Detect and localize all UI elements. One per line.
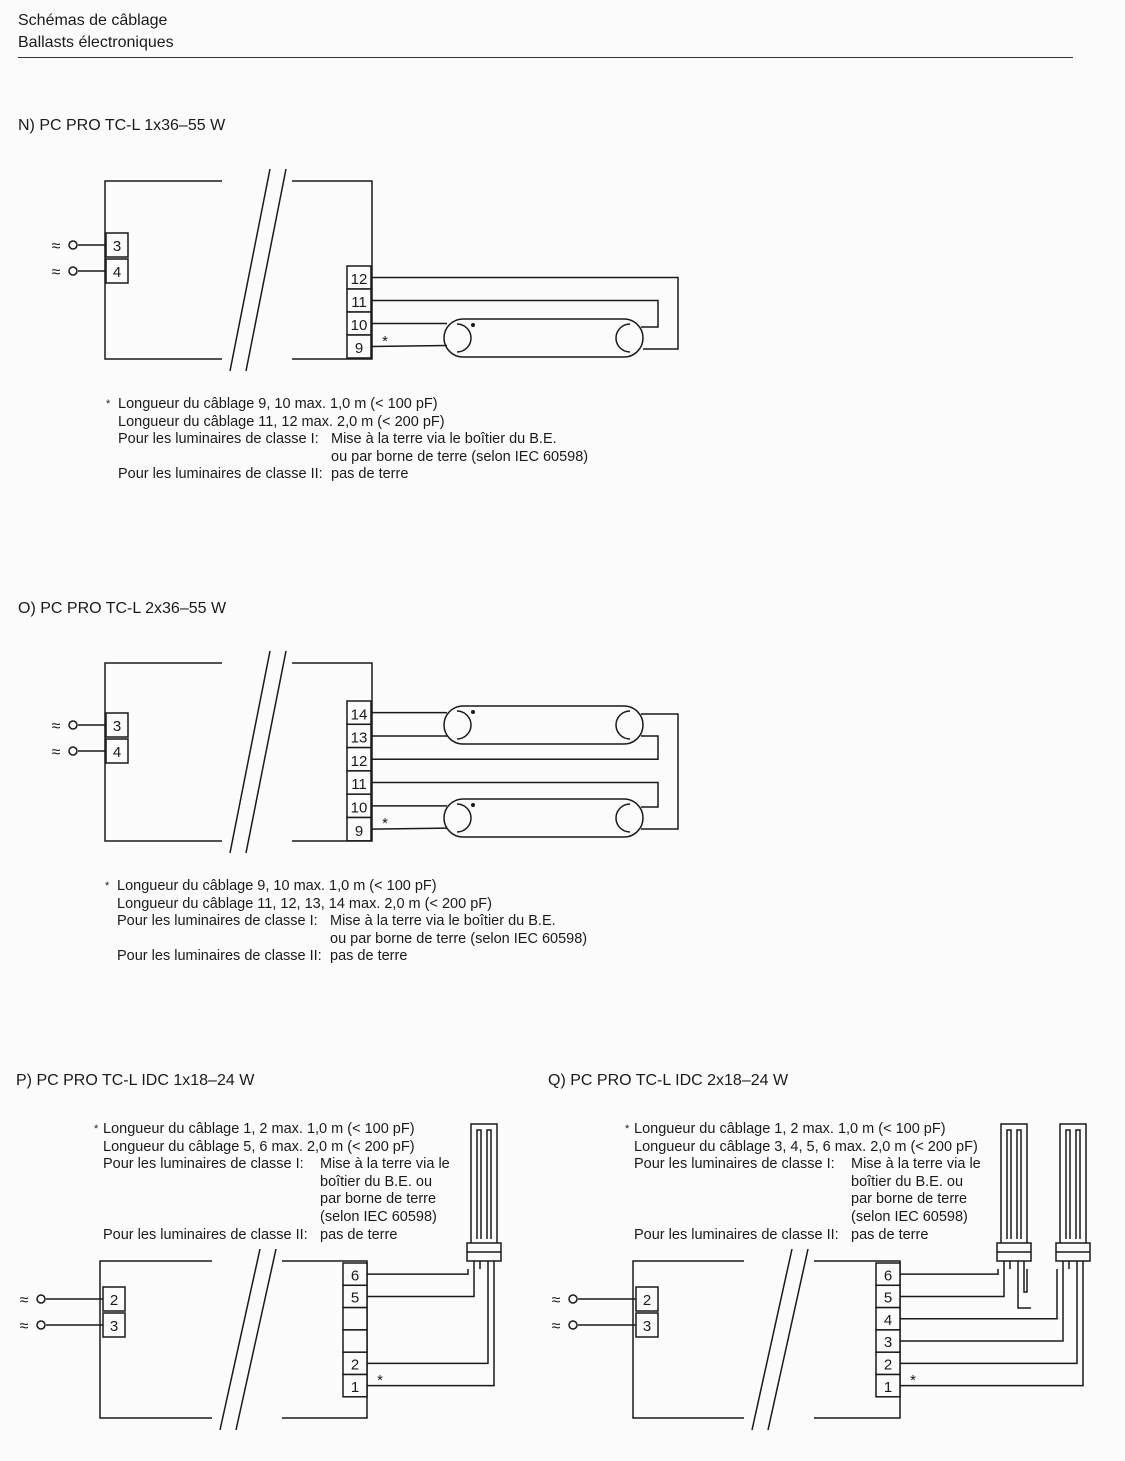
ac-supply-icon: ≈ (51, 238, 61, 255)
note-class1-value: ou par borne de terre (selon IEC 60598) (330, 930, 588, 947)
polarity-dot (471, 803, 475, 807)
lamp-inner (1076, 1130, 1080, 1239)
input-terminal-label: 4 (112, 264, 122, 281)
header-title: Schémas de câblage (18, 12, 168, 29)
note-class1-value: boîtier du B.E. ou (851, 1173, 964, 1190)
diagram-n (52, 169, 678, 371)
section-q-title: Q) PC PRO TC-L IDC 2x18–24 W (548, 1072, 789, 1089)
note-class2-label: Pour les luminaires de classe II: (118, 466, 323, 483)
note-class1-value: boîtier du B.E. ou (320, 1173, 433, 1190)
note-line: Longueur du câblage 3, 4, 5, 6 max. 2,0 m (< 200 pF) (634, 1138, 978, 1155)
section-p-title: P) PC PRO TC-L IDC 1x18–24 W (16, 1072, 255, 1089)
box-break-mask (222, 662, 292, 842)
output-terminal-label: 11 (351, 776, 367, 794)
input-connector-icon (69, 241, 77, 249)
note-class1-label: Pour les luminaires de classe I: (634, 1156, 835, 1173)
note-asterisk: * (106, 398, 111, 410)
output-terminal-label: 10 (350, 317, 368, 334)
input-terminal-label: 3 (112, 238, 122, 255)
note-class1-value: par borne de terre (320, 1191, 437, 1208)
output-terminal (343, 1308, 367, 1330)
note-line: Longueur du câblage 1, 2 max. 1,0 m (< 100 pF) (103, 1121, 415, 1137)
diagram-o (52, 651, 678, 853)
output-terminal-label: 14 (350, 706, 368, 724)
input-connector-icon (69, 747, 77, 755)
note-class1-label: Pour les luminaires de classe I: (103, 1156, 304, 1173)
note-class2-value: pas de terre (330, 948, 408, 965)
note-class2-value: pas de terre (320, 1226, 398, 1243)
input-connector-icon (37, 1321, 45, 1329)
ac-supply-icon: ≈ (551, 1318, 561, 1335)
ac-supply-icon: ≈ (19, 1318, 29, 1335)
lamp-inner (1007, 1130, 1011, 1239)
note-class1-value: ou par borne de terre (selon IEC 60598) (331, 448, 589, 465)
input-terminal-label: 4 (112, 744, 122, 761)
ac-supply-icon: ≈ (51, 264, 61, 281)
output-terminal-label: 10 (350, 799, 368, 817)
output-terminal-label: 1 (350, 1378, 360, 1396)
wire (900, 1269, 998, 1274)
box-break-mask (222, 180, 292, 360)
lamp-tube-outline (1060, 1124, 1086, 1243)
marker-asterisk: * (382, 815, 388, 832)
note-line: Longueur du câblage 5, 6 max. 2,0 m (< 200 pF) (103, 1138, 415, 1155)
input-connector-icon (69, 267, 77, 275)
polarity-dot (471, 710, 475, 714)
ac-supply-icon: ≈ (551, 1292, 561, 1309)
lamp-inner (477, 1130, 481, 1239)
lamp-inner (487, 1130, 491, 1239)
lamp-inner (1017, 1130, 1021, 1239)
note-class1-label: Pour les luminaires de classe I: (118, 431, 319, 448)
note-asterisk: * (625, 1123, 630, 1135)
output-terminal-label: 4 (883, 1311, 893, 1329)
header-subtitle: Ballasts électroniques (18, 34, 174, 51)
output-terminal-label: 5 (350, 1289, 360, 1307)
output-terminal-label: 6 (350, 1267, 360, 1285)
wire (900, 1269, 1057, 1319)
diagram-p (20, 1124, 501, 1430)
note-line: Longueur du câblage 9, 10 max. 1,0 m (< 100 pF) (117, 878, 437, 894)
input-terminal-label: 2 (642, 1292, 652, 1309)
wire (367, 1269, 474, 1296)
note-class2-label: Pour les luminaires de classe II: (634, 1226, 839, 1243)
note-asterisk: * (94, 1123, 99, 1135)
output-terminal-label: 12 (350, 271, 368, 288)
note-line: Longueur du câblage 9, 10 max. 1,0 m (< 100 pF) (118, 396, 438, 412)
note-class2-value: pas de terre (331, 466, 409, 483)
lamp-tube-outline (1001, 1124, 1027, 1243)
wire (641, 714, 678, 829)
input-connector-icon (569, 1295, 577, 1303)
lamp-tube-outline (471, 1124, 497, 1243)
polarity-dot (471, 323, 475, 327)
note-class1-value: Mise à la terre via le (851, 1156, 981, 1173)
note-asterisk: * (105, 880, 110, 892)
marker-asterisk: * (910, 1372, 916, 1389)
input-terminal-label: 3 (112, 718, 122, 735)
output-terminal-label: 9 (354, 822, 364, 840)
output-terminal-label: 9 (354, 340, 364, 357)
output-terminal-label: 12 (350, 752, 368, 770)
output-terminal-label: 3 (883, 1334, 893, 1352)
input-connector-icon (569, 1321, 577, 1329)
ac-supply-icon: ≈ (51, 744, 61, 761)
wire (367, 1269, 468, 1274)
wire (367, 1269, 488, 1363)
note-line: Longueur du câblage 11, 12 max. 2,0 m (< 200 pF) (118, 413, 445, 430)
wire (900, 1269, 1063, 1341)
diagram-q (552, 1124, 1090, 1430)
lamp-inner (1066, 1130, 1070, 1239)
input-connector-icon (69, 721, 77, 729)
note-line: Longueur du câblage 1, 2 max. 1,0 m (< 100 pF) (634, 1121, 946, 1137)
note-class1-value: (selon IEC 60598) (851, 1208, 968, 1225)
wire (900, 1269, 1083, 1386)
wire (1024, 1269, 1027, 1292)
section-n-title: N) PC PRO TC-L 1x36–55 W (18, 117, 226, 134)
output-terminal-label: 13 (350, 729, 368, 747)
note-line: Longueur du câblage 11, 12, 13, 14 max. 2,0 m (< 200 pF) (117, 895, 492, 912)
output-terminal (343, 1330, 367, 1352)
note-class1-label: Pour les luminaires de classe I: (117, 913, 318, 930)
ac-supply-icon: ≈ (51, 718, 61, 735)
output-terminal-label: 2 (350, 1356, 360, 1374)
input-connector-icon (37, 1295, 45, 1303)
section-o-title: O) PC PRO TC-L 2x36–55 W (18, 600, 227, 617)
input-terminal-label: 3 (109, 1318, 119, 1335)
wire (900, 1269, 1077, 1363)
note-class1-value: Mise à la terre via le boîtier du B.E. (330, 913, 556, 930)
marker-asterisk: * (382, 333, 388, 350)
box-break-mask (212, 1260, 282, 1419)
note-class2-value: pas de terre (851, 1226, 929, 1243)
input-terminal-label: 2 (109, 1292, 119, 1309)
box-break-mask (744, 1260, 814, 1419)
note-class1-value: Mise à la terre via le boîtier du B.E. (331, 431, 557, 448)
output-terminal-label: 11 (351, 294, 367, 311)
output-terminal-label: 5 (883, 1289, 893, 1307)
ac-supply-icon: ≈ (19, 1292, 29, 1309)
note-class2-label: Pour les luminaires de classe II: (117, 948, 322, 965)
output-terminal-label: 6 (883, 1267, 893, 1285)
input-terminal-label: 3 (642, 1318, 652, 1335)
note-class2-label: Pour les luminaires de classe II: (103, 1226, 308, 1243)
note-class1-value: par borne de terre (851, 1191, 968, 1208)
wire (367, 1269, 494, 1386)
wire (900, 1269, 1004, 1296)
output-terminal-label: 1 (883, 1378, 893, 1396)
output-terminal-label: 2 (883, 1356, 893, 1374)
note-class1-value: (selon IEC 60598) (320, 1208, 437, 1225)
note-class1-value: Mise à la terre via le (320, 1156, 450, 1173)
marker-asterisk: * (377, 1372, 383, 1389)
